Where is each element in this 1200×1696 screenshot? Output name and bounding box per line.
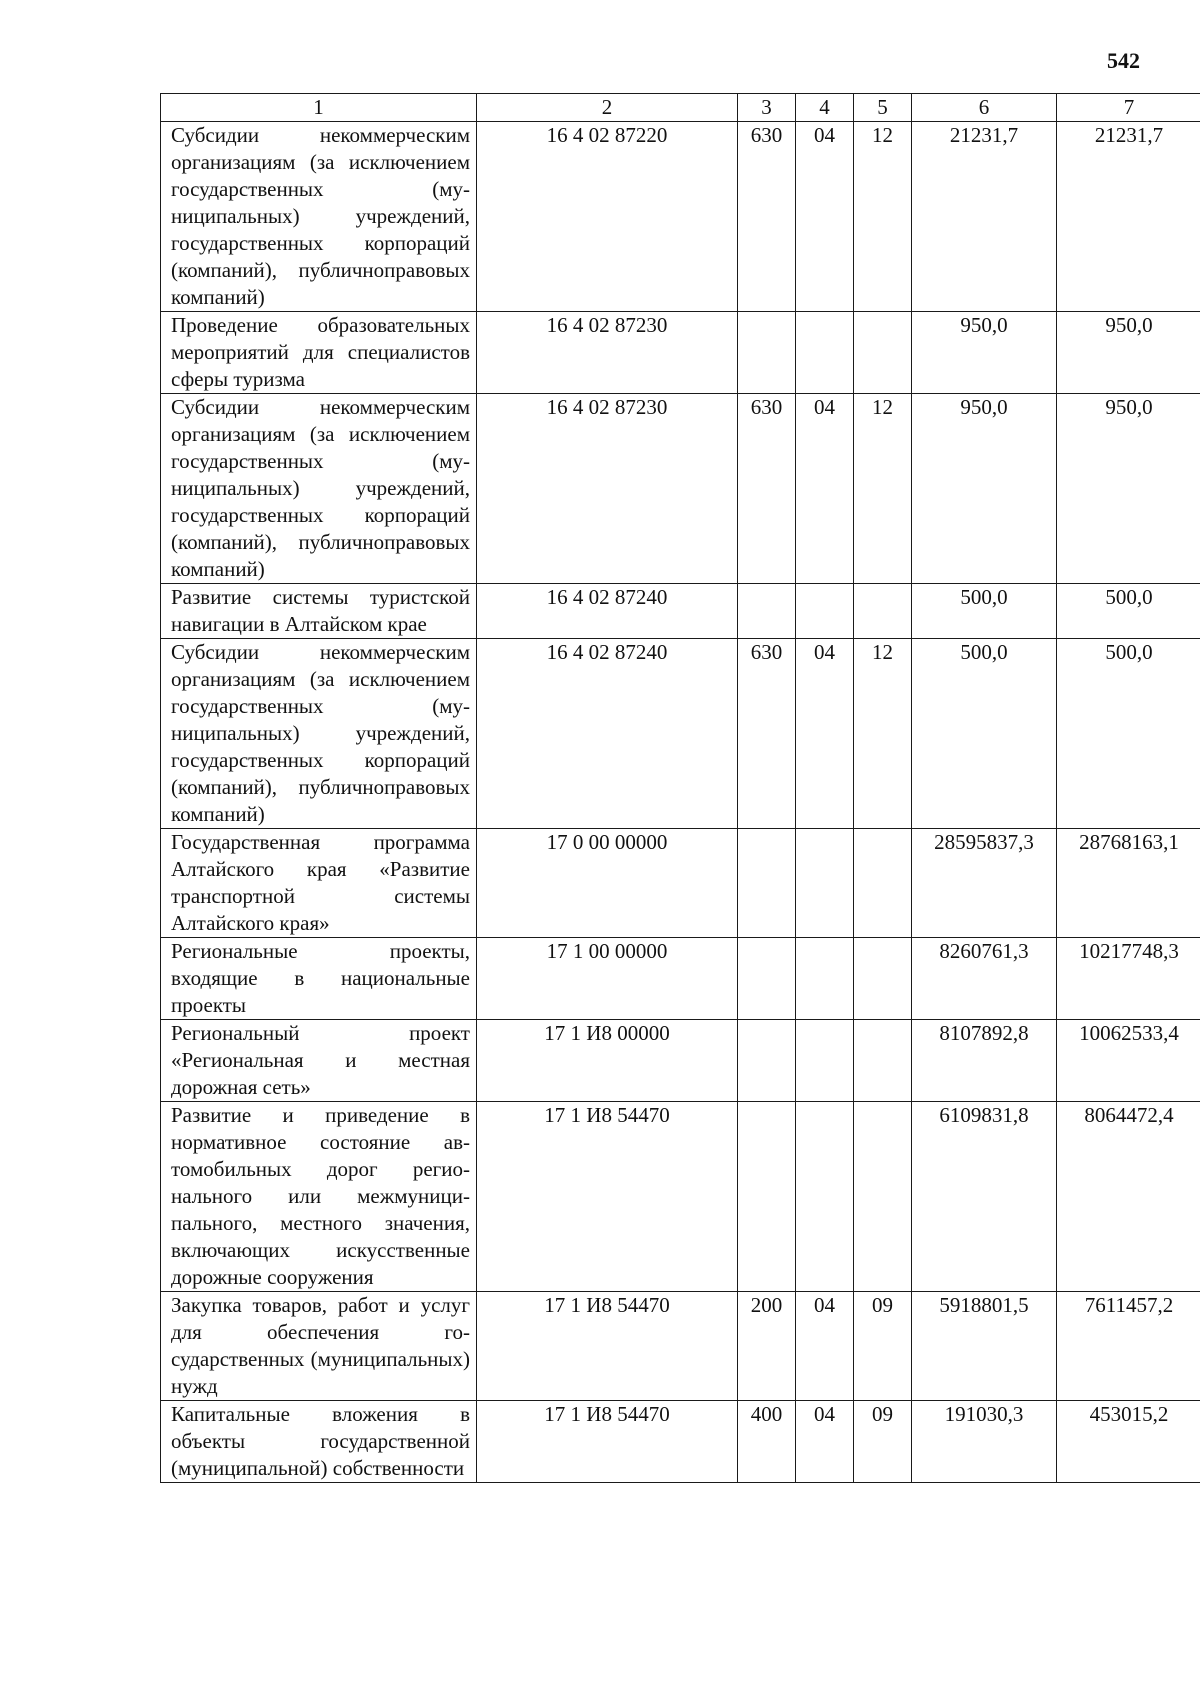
- budget-table: [160, 93, 1200, 1483]
- table-row: [161, 1401, 1200, 1483]
- row-amount-7: 8064472,4: [1057, 1102, 1200, 1292]
- row-code: 17 1 И8 54470: [477, 1292, 738, 1401]
- column-header-3: 3: [738, 94, 796, 122]
- row-code: 16 4 02 87240: [477, 639, 738, 829]
- row-code: 16 4 02 87220: [477, 122, 738, 312]
- row-code: 17 1 И8 00000: [477, 1020, 738, 1102]
- row-col5: [854, 584, 912, 639]
- row-amount-7: 500,0: [1057, 639, 1200, 829]
- row-col4: [796, 1102, 854, 1292]
- row-amount-6: 191030,3: [912, 1401, 1057, 1483]
- row-col5: [854, 1020, 912, 1102]
- table-body: [161, 122, 1200, 1483]
- row-col4: [796, 312, 854, 394]
- row-col4: [796, 829, 854, 938]
- column-header-5: 5: [854, 94, 912, 122]
- row-col5: [854, 829, 912, 938]
- table-row: [161, 829, 1200, 938]
- row-code: 16 4 02 87230: [477, 312, 738, 394]
- row-code: 16 4 02 87240: [477, 584, 738, 639]
- row-amount-7: 453015,2: [1057, 1401, 1200, 1483]
- row-amount-7: 10217748,3: [1057, 938, 1200, 1020]
- row-name: Проведение образовательных мероприятий для специалистов сферы туризма: [161, 312, 477, 394]
- row-name: Развитие и приведение в нормативное состояние автомобильных дорог регионального или межмуниципального, местного значения, включающих искусственные дорожные сооружения: [161, 1102, 477, 1292]
- row-amount-6: 500,0: [912, 584, 1057, 639]
- row-col4: 04: [796, 122, 854, 312]
- table-row: [161, 1292, 1200, 1401]
- row-amount-6: 950,0: [912, 394, 1057, 584]
- row-amount-7: 28768163,1: [1057, 829, 1200, 938]
- row-col5: [854, 1102, 912, 1292]
- row-amount-6: 6109831,8: [912, 1102, 1057, 1292]
- table-row: [161, 1020, 1200, 1102]
- row-name: Субсидии некоммерческим организациям (за исключением государственных (муниципальных) учреждений, государственных корпораций (компаний), публичноправовых компаний): [161, 394, 477, 584]
- row-col3: [738, 584, 796, 639]
- row-amount-7: 7611457,2: [1057, 1292, 1200, 1401]
- row-col5: [854, 938, 912, 1020]
- row-col5: 09: [854, 1292, 912, 1401]
- row-amount-6: 21231,7: [912, 122, 1057, 312]
- table-row: [161, 122, 1200, 312]
- row-col5: 12: [854, 394, 912, 584]
- row-name: Субсидии некоммерческим организациям (за исключением государственных (муниципальных) учреждений, государственных корпораций (компаний), публичноправовых компаний): [161, 122, 477, 312]
- column-header-2: 2: [477, 94, 738, 122]
- column-header-1: 1: [161, 94, 477, 122]
- column-header-7: 7: [1057, 94, 1200, 122]
- row-name: Развитие системы туристской навигации в Алтайском крае: [161, 584, 477, 639]
- row-col3: 630: [738, 639, 796, 829]
- row-col4: 04: [796, 1292, 854, 1401]
- row-col3: [738, 1020, 796, 1102]
- row-amount-6: 500,0: [912, 639, 1057, 829]
- table-row: [161, 1102, 1200, 1292]
- row-col5: [854, 312, 912, 394]
- row-amount-6: 950,0: [912, 312, 1057, 394]
- header-row: [161, 94, 1200, 122]
- row-amount-7: 21231,7: [1057, 122, 1200, 312]
- row-col3: [738, 938, 796, 1020]
- row-amount-6: 8107892,8: [912, 1020, 1057, 1102]
- row-code: 17 0 00 00000: [477, 829, 738, 938]
- row-col4: [796, 1020, 854, 1102]
- row-code: 17 1 И8 54470: [477, 1102, 738, 1292]
- row-amount-6: 5918801,5: [912, 1292, 1057, 1401]
- table-row: [161, 938, 1200, 1020]
- row-col4: 04: [796, 1401, 854, 1483]
- row-col3: 200: [738, 1292, 796, 1401]
- row-name: Закупка товаров, работ и услуг для обеспечения государственных (муниципальных) нужд: [161, 1292, 477, 1401]
- row-code: 16 4 02 87230: [477, 394, 738, 584]
- row-amount-6: 8260761,3: [912, 938, 1057, 1020]
- row-col5: 12: [854, 122, 912, 312]
- row-amount-7: 10062533,4: [1057, 1020, 1200, 1102]
- row-col3: 630: [738, 122, 796, 312]
- row-col3: 400: [738, 1401, 796, 1483]
- table-row: [161, 394, 1200, 584]
- row-col4: 04: [796, 639, 854, 829]
- row-col4: [796, 584, 854, 639]
- page-number: 542: [1107, 48, 1140, 73]
- row-code: 17 1 00 00000: [477, 938, 738, 1020]
- row-col4: 04: [796, 394, 854, 584]
- column-header-6: 6: [912, 94, 1057, 122]
- row-col3: [738, 829, 796, 938]
- row-col4: [796, 938, 854, 1020]
- row-amount-7: 950,0: [1057, 394, 1200, 584]
- row-amount-6: 28595837,3: [912, 829, 1057, 938]
- row-amount-7: 500,0: [1057, 584, 1200, 639]
- table-row: [161, 584, 1200, 639]
- row-name: Государственная программа Алтайского края «Развитие транспортной системы Алтайского края»: [161, 829, 477, 938]
- table-row: [161, 312, 1200, 394]
- row-name: Субсидии некоммерческим организациям (за исключением государственных (муниципальных) учреждений, государственных корпораций (компаний), публичноправовых компаний): [161, 639, 477, 829]
- row-name: Региональный проект «Региональная и местная дорожная сеть»: [161, 1020, 477, 1102]
- row-col3: 630: [738, 394, 796, 584]
- row-col3: [738, 1102, 796, 1292]
- column-header-4: 4: [796, 94, 854, 122]
- row-name: Капитальные вложения в объекты государственной (муниципальной) собственности: [161, 1401, 477, 1483]
- row-code: 17 1 И8 54470: [477, 1401, 738, 1483]
- row-amount-7: 950,0: [1057, 312, 1200, 394]
- row-col3: [738, 312, 796, 394]
- table-header: [161, 94, 1200, 122]
- row-col5: 12: [854, 639, 912, 829]
- row-name: Региональные проекты, входящие в национальные проекты: [161, 938, 477, 1020]
- table-row: [161, 639, 1200, 829]
- row-col5: 09: [854, 1401, 912, 1483]
